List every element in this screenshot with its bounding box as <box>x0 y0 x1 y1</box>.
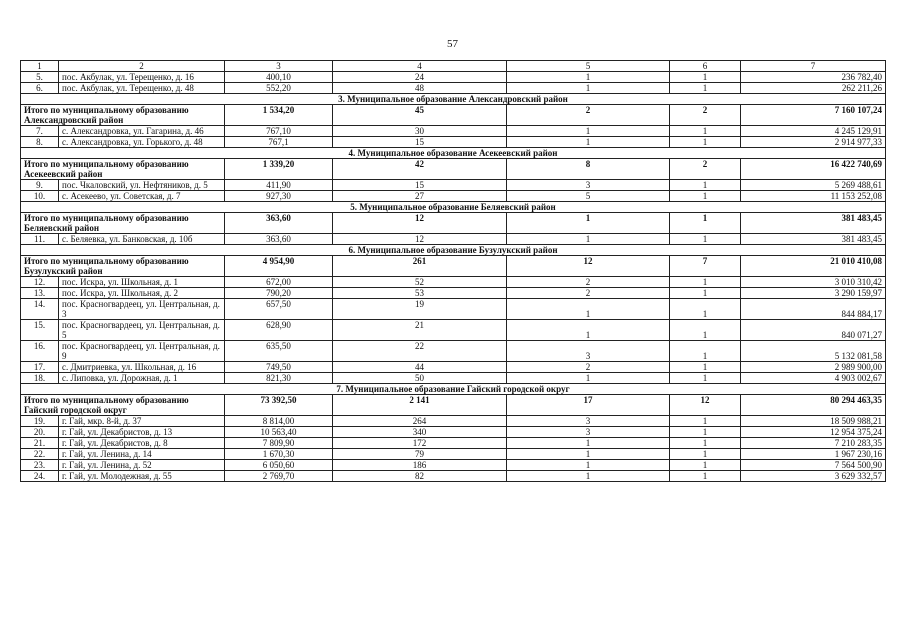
address-cell: с. Александровка, ул. Горького, д. 48 <box>59 137 225 148</box>
section-title: 3. Муниципальное образование Александровский район <box>21 94 886 105</box>
header-cell: 5 <box>507 61 670 72</box>
total-row <box>21 395 886 416</box>
count-cell: 1 <box>670 449 741 460</box>
count-cell: 1 <box>670 180 741 191</box>
table-row <box>21 362 886 373</box>
header-cell: 6 <box>670 61 741 72</box>
houses-cell: 3 <box>507 180 670 191</box>
row-number: 21. <box>21 438 59 449</box>
address-cell: с. Асекеево, ул. Советская, д. 7 <box>59 191 225 202</box>
houses-cell: 1 <box>507 299 670 320</box>
cost-cell: 844 884,17 <box>741 299 886 320</box>
count-cell: 1 <box>670 362 741 373</box>
cost-cell: 5 132 081,58 <box>741 341 886 362</box>
residents-cell: 27 <box>333 191 507 202</box>
houses-cell: 1 <box>507 460 670 471</box>
table-row <box>21 427 886 438</box>
residents-cell: 340 <box>333 427 507 438</box>
residents-cell: 44 <box>333 362 507 373</box>
area-cell: 672,00 <box>225 277 333 288</box>
cost-cell: 1 967 230,16 <box>741 449 886 460</box>
page-number: 57 <box>447 38 458 50</box>
residents-cell: 15 <box>333 180 507 191</box>
table-row <box>21 471 886 482</box>
houses-cell: 1 <box>507 126 670 137</box>
section-row <box>21 245 886 256</box>
table-row <box>21 83 886 94</box>
total-row <box>21 159 886 180</box>
address-cell: с. Александровка, ул. Гагарина, д. 46 <box>59 126 225 137</box>
area-cell: 363,60 <box>225 234 333 245</box>
row-number: 19. <box>21 416 59 427</box>
residents-cell: 15 <box>333 137 507 148</box>
table-row <box>21 299 886 320</box>
total-row <box>21 105 886 126</box>
total-row <box>21 256 886 277</box>
address-cell: пос. Красногвардеец, ул. Центральная, д. 3 <box>59 299 225 320</box>
row-number: 10. <box>21 191 59 202</box>
area-cell: 821,30 <box>225 373 333 384</box>
table-row <box>21 277 886 288</box>
count-cell: 1 <box>670 288 741 299</box>
section-title: 4. Муниципальное образование Асекеевский район <box>21 148 886 159</box>
count-cell: 1 <box>670 460 741 471</box>
cost-cell: 236 782,40 <box>741 72 886 83</box>
total-label: Итого по муниципальному образованию Асекеевский район <box>21 159 225 180</box>
cost-cell: 381 483,45 <box>741 234 886 245</box>
total-area: 363,60 <box>225 213 333 234</box>
area-cell: 552,20 <box>225 83 333 94</box>
count-cell: 1 <box>670 438 741 449</box>
total-residents: 42 <box>333 159 507 180</box>
area-cell: 628,90 <box>225 320 333 341</box>
residents-cell: 52 <box>333 277 507 288</box>
count-cell: 1 <box>670 72 741 83</box>
section-row <box>21 148 886 159</box>
address-cell: пос. Красногвардеец, ул. Центральная, д. 9 <box>59 341 225 362</box>
residents-cell: 24 <box>333 72 507 83</box>
area-cell: 927,30 <box>225 191 333 202</box>
area-cell: 767,10 <box>225 126 333 137</box>
area-cell: 8 814,00 <box>225 416 333 427</box>
residents-cell: 22 <box>333 341 507 362</box>
total-label: Итого по муниципальному образованию Бузулукский район <box>21 256 225 277</box>
row-number: 8. <box>21 137 59 148</box>
address-cell: г. Гай, ул. Ленина, д. 52 <box>59 460 225 471</box>
count-cell: 1 <box>670 234 741 245</box>
total-area: 1 534,20 <box>225 105 333 126</box>
count-cell: 1 <box>670 373 741 384</box>
header-cell: 4 <box>333 61 507 72</box>
count-cell: 1 <box>670 320 741 341</box>
total-residents: 261 <box>333 256 507 277</box>
row-number: 20. <box>21 427 59 438</box>
houses-cell: 3 <box>507 341 670 362</box>
table-row <box>21 416 886 427</box>
total-count: 7 <box>670 256 741 277</box>
houses-cell: 5 <box>507 191 670 202</box>
section-row <box>21 202 886 213</box>
cost-cell: 2 914 977,33 <box>741 137 886 148</box>
area-cell: 7 809,90 <box>225 438 333 449</box>
address-cell: пос. Искра, ул. Школьная, д. 2 <box>59 288 225 299</box>
cost-cell: 4 903 002,67 <box>741 373 886 384</box>
area-cell: 2 769,70 <box>225 471 333 482</box>
address-cell: г. Гай, ул. Декабристов, д. 8 <box>59 438 225 449</box>
total-count: 2 <box>670 159 741 180</box>
row-number: 14. <box>21 299 59 320</box>
total-cost: 381 483,45 <box>741 213 886 234</box>
section-title: 7. Муниципальное образование Гайский городской округ <box>21 384 886 395</box>
total-row <box>21 213 886 234</box>
header-cell: 3 <box>225 61 333 72</box>
count-cell: 1 <box>670 299 741 320</box>
houses-cell: 1 <box>507 83 670 94</box>
cost-cell: 2 989 900,00 <box>741 362 886 373</box>
residents-cell: 79 <box>333 449 507 460</box>
houses-cell: 3 <box>507 427 670 438</box>
houses-cell: 1 <box>507 72 670 83</box>
houses-cell: 1 <box>507 449 670 460</box>
total-cost: 80 294 463,35 <box>741 395 886 416</box>
section-row <box>21 94 886 105</box>
table-row <box>21 373 886 384</box>
address-cell: пос. Искра, ул. Школьная, д. 1 <box>59 277 225 288</box>
cost-cell: 11 153 252,08 <box>741 191 886 202</box>
houses-cell: 1 <box>507 438 670 449</box>
address-cell: с. Беляевка, ул. Банковская, д. 10б <box>59 234 225 245</box>
table-row <box>21 460 886 471</box>
row-number: 13. <box>21 288 59 299</box>
cost-cell: 4 245 129,91 <box>741 126 886 137</box>
address-cell: с. Дмитриевка, ул. Школьная, д. 16 <box>59 362 225 373</box>
total-cost: 21 010 410,08 <box>741 256 886 277</box>
cost-cell: 262 211,26 <box>741 83 886 94</box>
total-houses: 8 <box>507 159 670 180</box>
total-residents: 2 141 <box>333 395 507 416</box>
count-cell: 1 <box>670 277 741 288</box>
row-number: 11. <box>21 234 59 245</box>
cost-cell: 7 564 500,90 <box>741 460 886 471</box>
cost-cell: 5 269 488,61 <box>741 180 886 191</box>
area-cell: 6 050,60 <box>225 460 333 471</box>
area-cell: 400,10 <box>225 72 333 83</box>
area-cell: 1 670,30 <box>225 449 333 460</box>
address-cell: пос. Чкаловский, ул. Нефтяников, д. 5 <box>59 180 225 191</box>
residents-cell: 48 <box>333 83 507 94</box>
row-number: 12. <box>21 277 59 288</box>
houses-cell: 1 <box>507 320 670 341</box>
housing-table <box>20 60 886 482</box>
houses-cell: 2 <box>507 362 670 373</box>
area-cell: 657,50 <box>225 299 333 320</box>
total-houses: 1 <box>507 213 670 234</box>
table-row <box>21 126 886 137</box>
address-cell: г. Гай, ул. Молодежная, д. 55 <box>59 471 225 482</box>
header-cell: 7 <box>741 61 886 72</box>
table-row <box>21 438 886 449</box>
residents-cell: 264 <box>333 416 507 427</box>
row-number: 5. <box>21 72 59 83</box>
cost-cell: 3 629 332,57 <box>741 471 886 482</box>
residents-cell: 186 <box>333 460 507 471</box>
section-row <box>21 384 886 395</box>
address-cell: г. Гай, ул. Ленина, д. 14 <box>59 449 225 460</box>
row-number: 15. <box>21 320 59 341</box>
count-cell: 1 <box>670 427 741 438</box>
table-row <box>21 180 886 191</box>
row-number: 24. <box>21 471 59 482</box>
address-cell: пос. Акбулак, ул. Терещенко, д. 48 <box>59 83 225 94</box>
cost-cell: 840 071,27 <box>741 320 886 341</box>
residents-cell: 50 <box>333 373 507 384</box>
table-header-row <box>21 61 886 72</box>
row-number: 18. <box>21 373 59 384</box>
table-row <box>21 320 886 341</box>
area-cell: 411,90 <box>225 180 333 191</box>
row-number: 23. <box>21 460 59 471</box>
residents-cell: 53 <box>333 288 507 299</box>
header-cell: 1 <box>21 61 59 72</box>
total-houses: 12 <box>507 256 670 277</box>
residents-cell: 21 <box>333 320 507 341</box>
total-cost: 7 160 107,24 <box>741 105 886 126</box>
houses-cell: 1 <box>507 234 670 245</box>
residents-cell: 82 <box>333 471 507 482</box>
count-cell: 1 <box>670 83 741 94</box>
cost-cell: 3 010 310,42 <box>741 277 886 288</box>
area-cell: 749,50 <box>225 362 333 373</box>
cost-cell: 7 210 283,35 <box>741 438 886 449</box>
total-residents: 45 <box>333 105 507 126</box>
residents-cell: 19 <box>333 299 507 320</box>
table-row <box>21 449 886 460</box>
houses-cell: 1 <box>507 373 670 384</box>
area-cell: 767,1 <box>225 137 333 148</box>
houses-cell: 2 <box>507 288 670 299</box>
total-houses: 2 <box>507 105 670 126</box>
total-count: 1 <box>670 213 741 234</box>
table-row <box>21 341 886 362</box>
count-cell: 1 <box>670 191 741 202</box>
row-number: 7. <box>21 126 59 137</box>
cost-cell: 3 290 159,97 <box>741 288 886 299</box>
address-cell: г. Гай, ул. Декабристов, д. 13 <box>59 427 225 438</box>
count-cell: 1 <box>670 471 741 482</box>
count-cell: 1 <box>670 126 741 137</box>
houses-cell: 1 <box>507 137 670 148</box>
total-count: 12 <box>670 395 741 416</box>
residents-cell: 172 <box>333 438 507 449</box>
total-cost: 16 422 740,69 <box>741 159 886 180</box>
address-cell: пос. Красногвардеец, ул. Центральная, д. 5 <box>59 320 225 341</box>
table-row <box>21 234 886 245</box>
area-cell: 790,20 <box>225 288 333 299</box>
section-title: 6. Муниципальное образование Бузулукский район <box>21 245 886 256</box>
total-area: 1 339,20 <box>225 159 333 180</box>
row-number: 9. <box>21 180 59 191</box>
total-area: 4 954,90 <box>225 256 333 277</box>
houses-cell: 2 <box>507 277 670 288</box>
area-cell: 635,50 <box>225 341 333 362</box>
houses-cell: 3 <box>507 416 670 427</box>
row-number: 22. <box>21 449 59 460</box>
address-cell: г. Гай, мкр. 8-й, д. 37 <box>59 416 225 427</box>
total-label: Итого по муниципальному образованию Беляевский район <box>21 213 225 234</box>
row-number: 16. <box>21 341 59 362</box>
total-label: Итого по муниципальному образованию Гайский городской округ <box>21 395 225 416</box>
address-cell: пос. Акбулак, ул. Терещенко, д. 16 <box>59 72 225 83</box>
residents-cell: 30 <box>333 126 507 137</box>
houses-cell: 1 <box>507 471 670 482</box>
table-row <box>21 191 886 202</box>
count-cell: 1 <box>670 137 741 148</box>
residents-cell: 12 <box>333 234 507 245</box>
header-cell: 2 <box>59 61 225 72</box>
cost-cell: 18 509 988,21 <box>741 416 886 427</box>
row-number: 6. <box>21 83 59 94</box>
table-row <box>21 72 886 83</box>
section-title: 5. Муниципальное образование Беляевский район <box>21 202 886 213</box>
count-cell: 1 <box>670 416 741 427</box>
total-count: 2 <box>670 105 741 126</box>
total-residents: 12 <box>333 213 507 234</box>
total-area: 73 392,50 <box>225 395 333 416</box>
area-cell: 10 563,40 <box>225 427 333 438</box>
total-houses: 17 <box>507 395 670 416</box>
table-row <box>21 137 886 148</box>
count-cell: 1 <box>670 341 741 362</box>
cost-cell: 12 954 375,24 <box>741 427 886 438</box>
address-cell: с. Липовка, ул. Дорожная, д. 1 <box>59 373 225 384</box>
table-row <box>21 288 886 299</box>
row-number: 17. <box>21 362 59 373</box>
total-label: Итого по муниципальному образованию Александровский район <box>21 105 225 126</box>
